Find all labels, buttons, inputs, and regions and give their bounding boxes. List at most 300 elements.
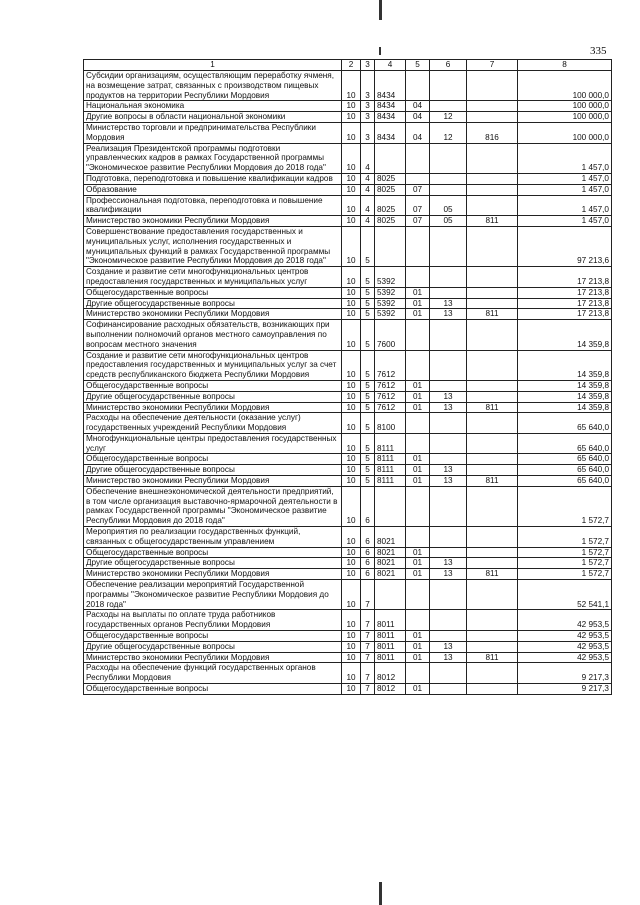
cell-department: 811: [467, 309, 518, 320]
cell-section: 01: [406, 569, 430, 580]
cell-name: Подготовка, переподготовка и повышение квалификации кадров: [84, 173, 342, 184]
cell-code: 10: [342, 380, 361, 391]
cell-code: 10: [342, 465, 361, 476]
cell-department: [467, 184, 518, 195]
cell-department: [467, 641, 518, 652]
cell-name: Общегосударственные вопросы: [84, 684, 342, 695]
cell-section: 07: [406, 184, 430, 195]
cell-subsection: 13: [430, 569, 467, 580]
cell-section: 01: [406, 391, 430, 402]
cell-code: 5: [361, 433, 375, 454]
cell-amount: 100 000,0: [518, 71, 612, 101]
cell-code: 10: [342, 527, 361, 548]
cell-code: 8434: [375, 101, 406, 112]
cell-section: [406, 267, 430, 288]
cell-code: 10: [342, 663, 361, 684]
cell-code: 10: [342, 433, 361, 454]
cell-section: [406, 350, 430, 380]
table-row: [84, 320, 612, 350]
cell-amount: 65 640,0: [518, 476, 612, 487]
cell-code: 7: [361, 631, 375, 642]
cell-code: 10: [342, 267, 361, 288]
cell-section: 04: [406, 122, 430, 143]
table-row: [84, 112, 612, 123]
cell-name: Совершенствование предоставления государственных и муниципальных услуг, исполнения государственных и муниципальных функций в рамках Государственной программы "Экономическое развитие Республики Мордовия до 2018 года": [84, 226, 342, 266]
column-header: 6: [430, 60, 467, 71]
cell-code: 10: [342, 580, 361, 610]
cell-amount: 1 457,0: [518, 173, 612, 184]
cell-subsection: 13: [430, 402, 467, 413]
cell-subsection: 13: [430, 476, 467, 487]
cell-section: 01: [406, 652, 430, 663]
cell-code: 8434: [375, 71, 406, 101]
cell-subsection: [430, 527, 467, 548]
table-row: [84, 122, 612, 143]
cell-department: [467, 195, 518, 216]
cell-section: [406, 610, 430, 631]
cell-name: Национальная экономика: [84, 101, 342, 112]
cell-section: 04: [406, 112, 430, 123]
table-row: [84, 547, 612, 558]
table-row: [84, 569, 612, 580]
cell-code: 7612: [375, 380, 406, 391]
table-row: [84, 298, 612, 309]
cell-section: 01: [406, 631, 430, 642]
cell-section: [406, 527, 430, 548]
cell-code: 8434: [375, 122, 406, 143]
cell-code: 10: [342, 652, 361, 663]
cell-code: 8025: [375, 195, 406, 216]
cell-subsection: 05: [430, 195, 467, 216]
table-row: [84, 309, 612, 320]
cell-department: [467, 580, 518, 610]
cell-department: [467, 112, 518, 123]
cell-code: 5: [361, 287, 375, 298]
cell-section: 07: [406, 216, 430, 227]
cell-section: 04: [406, 101, 430, 112]
cell-amount: 100 000,0: [518, 112, 612, 123]
cell-department: [467, 558, 518, 569]
cell-section: 01: [406, 465, 430, 476]
cell-subsection: [430, 580, 467, 610]
cell-name: Общегосударственные вопросы: [84, 454, 342, 465]
table-header-row: [84, 60, 612, 71]
cell-code: 10: [342, 101, 361, 112]
cell-code: 10: [342, 350, 361, 380]
cell-code: 3: [361, 71, 375, 101]
cell-department: [467, 143, 518, 173]
cell-name: Министерство экономики Республики Мордовия: [84, 309, 342, 320]
cell-code: [375, 226, 406, 266]
cell-code: 5: [361, 226, 375, 266]
cell-name: Другие общегосударственные вопросы: [84, 391, 342, 402]
cell-department: [467, 380, 518, 391]
table-row: [84, 391, 612, 402]
cell-code: 10: [342, 631, 361, 642]
cell-department: [467, 631, 518, 642]
binder-hole-bottom: [379, 882, 382, 905]
cell-department: [467, 298, 518, 309]
cell-amount: 14 359,8: [518, 391, 612, 402]
cell-department: [467, 486, 518, 526]
cell-code: 5: [361, 454, 375, 465]
cell-section: 01: [406, 641, 430, 652]
cell-code: 8021: [375, 569, 406, 580]
cell-amount: 1 457,0: [518, 195, 612, 216]
cell-subsection: 13: [430, 641, 467, 652]
cell-code: 10: [342, 184, 361, 195]
cell-code: 10: [342, 112, 361, 123]
cell-code: 5: [361, 413, 375, 434]
cell-subsection: [430, 101, 467, 112]
table-row: [84, 402, 612, 413]
cell-name: Создание и развитие сети многофункциональных центров предоставления государственных и муниципальных услуг: [84, 267, 342, 288]
cell-subsection: [430, 320, 467, 350]
cell-amount: 1 572,7: [518, 486, 612, 526]
cell-amount: 1 457,0: [518, 216, 612, 227]
cell-name: Расходы на обеспечение деятельности (оказание услуг) государственных учреждений Республики Мордовия: [84, 413, 342, 434]
cell-amount: 100 000,0: [518, 101, 612, 112]
cell-section: 01: [406, 380, 430, 391]
cell-subsection: 12: [430, 112, 467, 123]
table-row: [84, 486, 612, 526]
table-row: [84, 380, 612, 391]
cell-subsection: [430, 143, 467, 173]
table-row: [84, 216, 612, 227]
cell-code: 10: [342, 309, 361, 320]
cell-code: 5: [361, 320, 375, 350]
cell-amount: 65 640,0: [518, 454, 612, 465]
cell-code: 10: [342, 71, 361, 101]
cell-section: 01: [406, 298, 430, 309]
table-row: [84, 610, 612, 631]
table-row: [84, 684, 612, 695]
cell-code: 8021: [375, 527, 406, 548]
cell-code: 8011: [375, 652, 406, 663]
cell-name: Мероприятия по реализации государственных функций, связанных с общегосударственным управлением: [84, 527, 342, 548]
cell-department: [467, 287, 518, 298]
cell-name: Министерство экономики Республики Мордовия: [84, 476, 342, 487]
cell-name: Создание и развитие сети многофункциональных центров предоставления государственных и муниципальных услуг за счет средств республиканского бюджета Республики Мордовия: [84, 350, 342, 380]
cell-amount: 1 572,7: [518, 569, 612, 580]
cell-amount: 52 541,1: [518, 580, 612, 610]
cell-department: [467, 527, 518, 548]
cell-name: Министерство экономики Республики Мордовия: [84, 402, 342, 413]
cell-code: 10: [342, 569, 361, 580]
cell-code: 5: [361, 476, 375, 487]
column-header: 2: [342, 60, 361, 71]
column-header: 4: [375, 60, 406, 71]
table-row: [84, 101, 612, 112]
cell-code: 8011: [375, 631, 406, 642]
cell-code: 10: [342, 391, 361, 402]
cell-amount: 65 640,0: [518, 433, 612, 454]
cell-code: 6: [361, 558, 375, 569]
cell-name: Другие вопросы в области национальной экономики: [84, 112, 342, 123]
cell-department: 811: [467, 652, 518, 663]
table-row: [84, 413, 612, 434]
cell-amount: 65 640,0: [518, 413, 612, 434]
cell-code: 10: [342, 547, 361, 558]
table-row: [84, 226, 612, 266]
cell-amount: 97 213,6: [518, 226, 612, 266]
cell-code: 7: [361, 684, 375, 695]
cell-subsection: [430, 486, 467, 526]
cell-subsection: 05: [430, 216, 467, 227]
column-header: 7: [467, 60, 518, 71]
cell-subsection: 12: [430, 122, 467, 143]
cell-name: Субсидии организациям, осуществляющим переработку ячменя, на возмещение затрат, связанных с производством пищевых продуктов на территории Республики Мордовия: [84, 71, 342, 101]
cell-department: [467, 663, 518, 684]
cell-section: [406, 413, 430, 434]
cell-code: 10: [342, 173, 361, 184]
cell-department: [467, 391, 518, 402]
cell-code: 7: [361, 580, 375, 610]
cell-section: [406, 143, 430, 173]
cell-code: 4: [361, 216, 375, 227]
cell-code: 10: [342, 298, 361, 309]
cell-code: 5: [361, 267, 375, 288]
table-row: [84, 580, 612, 610]
cell-code: 4: [361, 173, 375, 184]
cell-code: 7612: [375, 391, 406, 402]
cell-subsection: [430, 287, 467, 298]
cell-amount: 65 640,0: [518, 465, 612, 476]
cell-code: 8021: [375, 558, 406, 569]
cell-code: [375, 486, 406, 526]
cell-department: [467, 267, 518, 288]
table-row: [84, 143, 612, 173]
cell-section: 07: [406, 195, 430, 216]
column-header: 1: [84, 60, 342, 71]
cell-code: 10: [342, 486, 361, 526]
cell-amount: 1 572,7: [518, 527, 612, 548]
cell-department: [467, 320, 518, 350]
cell-department: 811: [467, 402, 518, 413]
cell-code: 10: [342, 122, 361, 143]
cell-section: 01: [406, 558, 430, 569]
cell-section: [406, 486, 430, 526]
cell-amount: 9 217,3: [518, 663, 612, 684]
cell-section: [406, 320, 430, 350]
cell-department: [467, 610, 518, 631]
cell-name: Другие общегосударственные вопросы: [84, 558, 342, 569]
cell-section: [406, 173, 430, 184]
cell-section: 01: [406, 454, 430, 465]
cell-code: 7: [361, 663, 375, 684]
cell-department: [467, 226, 518, 266]
table-row: [84, 433, 612, 454]
cell-code: 8025: [375, 184, 406, 195]
cell-code: 5: [361, 465, 375, 476]
cell-name: Расходы на выплаты по оплате труда работников государственных органов Республики Мордовия: [84, 610, 342, 631]
cell-subsection: [430, 267, 467, 288]
cell-name: Общегосударственные вопросы: [84, 287, 342, 298]
cell-department: [467, 547, 518, 558]
cell-name: Другие общегосударственные вопросы: [84, 465, 342, 476]
cell-code: [375, 143, 406, 173]
cell-code: 5: [361, 402, 375, 413]
cell-subsection: [430, 71, 467, 101]
page-number: 335: [590, 45, 607, 57]
cell-amount: 100 000,0: [518, 122, 612, 143]
table-row: [84, 641, 612, 652]
cell-code: 7612: [375, 402, 406, 413]
cell-amount: 42 953,5: [518, 610, 612, 631]
cell-subsection: 13: [430, 298, 467, 309]
cell-code: 8111: [375, 465, 406, 476]
cell-code: 3: [361, 112, 375, 123]
cell-section: [406, 580, 430, 610]
cell-department: 811: [467, 476, 518, 487]
cell-amount: 1 572,7: [518, 558, 612, 569]
cell-code: 8100: [375, 413, 406, 434]
cell-name: Обеспечение реализации мероприятий Государственной программы "Экономическое развитие Республики Мордовия до 2018 года": [84, 580, 342, 610]
cell-subsection: [430, 380, 467, 391]
cell-code: [375, 580, 406, 610]
cell-section: 01: [406, 287, 430, 298]
cell-code: 3: [361, 122, 375, 143]
cell-name: Образование: [84, 184, 342, 195]
cell-department: [467, 350, 518, 380]
cell-subsection: [430, 631, 467, 642]
cell-code: 10: [342, 454, 361, 465]
cell-code: 10: [342, 287, 361, 298]
cell-code: 8111: [375, 476, 406, 487]
cell-code: 5392: [375, 298, 406, 309]
cell-subsection: 13: [430, 558, 467, 569]
cell-amount: 1 572,7: [518, 547, 612, 558]
cell-section: 01: [406, 684, 430, 695]
cell-code: 8434: [375, 112, 406, 123]
cell-name: Общегосударственные вопросы: [84, 547, 342, 558]
cell-code: 7: [361, 652, 375, 663]
cell-name: Профессиональная подготовка, переподготовка и повышение квалификации: [84, 195, 342, 216]
cell-code: 6: [361, 547, 375, 558]
table-row: [84, 631, 612, 642]
cell-code: 5: [361, 380, 375, 391]
cell-code: 7612: [375, 350, 406, 380]
cell-code: 4: [361, 143, 375, 173]
cell-code: 10: [342, 143, 361, 173]
table-row: [84, 173, 612, 184]
cell-subsection: 13: [430, 465, 467, 476]
binder-hole-top: [379, 0, 382, 20]
cell-code: 5: [361, 309, 375, 320]
cell-section: 01: [406, 309, 430, 320]
cell-code: 8012: [375, 684, 406, 695]
cell-subsection: 13: [430, 391, 467, 402]
cell-code: 4: [361, 195, 375, 216]
table-row: [84, 287, 612, 298]
cell-code: 5: [361, 350, 375, 380]
cell-amount: 14 359,8: [518, 402, 612, 413]
cell-subsection: [430, 684, 467, 695]
cell-code: 10: [342, 558, 361, 569]
cell-name: Другие общегосударственные вопросы: [84, 298, 342, 309]
column-header: 3: [361, 60, 375, 71]
cell-name: Реализация Президентской программы подготовки управленческих кадров в рамках Государственной программы "Экономическое развитие Республики Мордовия до 2018 года": [84, 143, 342, 173]
cell-subsection: 13: [430, 652, 467, 663]
cell-section: [406, 226, 430, 266]
cell-department: 816: [467, 122, 518, 143]
cell-code: 10: [342, 476, 361, 487]
cell-subsection: 13: [430, 309, 467, 320]
cell-subsection: [430, 663, 467, 684]
column-header: 8: [518, 60, 612, 71]
cell-code: 3: [361, 101, 375, 112]
cell-name: Общегосударственные вопросы: [84, 631, 342, 642]
cell-subsection: [430, 454, 467, 465]
cell-amount: 1 457,0: [518, 184, 612, 195]
table-row: [84, 558, 612, 569]
table-row: [84, 476, 612, 487]
table-row: [84, 527, 612, 548]
cell-subsection: [430, 413, 467, 434]
binder-hole-mid: [379, 47, 381, 55]
cell-code: 10: [342, 610, 361, 631]
cell-name: Министерство торговли и предпринимательства Республики Мордовия: [84, 122, 342, 143]
cell-name: Софинансирование расходных обязательств, возникающих при выполнении полномочий органов местного самоуправления по вопросам местного значения: [84, 320, 342, 350]
cell-department: 811: [467, 216, 518, 227]
cell-section: [406, 71, 430, 101]
cell-department: [467, 173, 518, 184]
cell-amount: 1 457,0: [518, 143, 612, 173]
cell-name: Министерство экономики Республики Мордовия: [84, 216, 342, 227]
cell-code: 6: [361, 527, 375, 548]
cell-code: 5392: [375, 287, 406, 298]
cell-department: [467, 454, 518, 465]
cell-code: 10: [342, 216, 361, 227]
cell-section: [406, 663, 430, 684]
cell-name: Министерство экономики Республики Мордовия: [84, 569, 342, 580]
cell-subsection: [430, 173, 467, 184]
cell-amount: 17 213,8: [518, 309, 612, 320]
cell-amount: 14 359,8: [518, 320, 612, 350]
cell-name: Многофункциональные центры предоставления государственных услуг: [84, 433, 342, 454]
cell-department: [467, 101, 518, 112]
cell-section: [406, 433, 430, 454]
cell-code: 10: [342, 320, 361, 350]
cell-subsection: [430, 433, 467, 454]
cell-code: 8025: [375, 173, 406, 184]
cell-code: 6: [361, 486, 375, 526]
table-row: [84, 454, 612, 465]
cell-code: 10: [342, 402, 361, 413]
cell-section: 01: [406, 547, 430, 558]
cell-department: [467, 413, 518, 434]
cell-code: 7600: [375, 320, 406, 350]
cell-code: 5392: [375, 267, 406, 288]
table-row: [84, 184, 612, 195]
table-row: [84, 465, 612, 476]
cell-name: Общегосударственные вопросы: [84, 380, 342, 391]
cell-subsection: [430, 547, 467, 558]
cell-department: [467, 465, 518, 476]
table-row: [84, 71, 612, 101]
cell-amount: 14 359,8: [518, 350, 612, 380]
cell-department: [467, 433, 518, 454]
cell-code: 5392: [375, 309, 406, 320]
cell-amount: 9 217,3: [518, 684, 612, 695]
table-body: [84, 71, 612, 695]
cell-name: Расходы на обеспечение функций государственных органов Республики Мордовия: [84, 663, 342, 684]
table-row: [84, 652, 612, 663]
cell-department: 811: [467, 569, 518, 580]
cell-code: 10: [342, 413, 361, 434]
cell-name: Обеспечение внешнеэкономической деятельности предприятий, в том числе организация выставочно-ярмарочной деятельности в рамках Государственной программы "Экономическое развитие Республики Мордовия до 2018 года": [84, 486, 342, 526]
cell-code: 8011: [375, 610, 406, 631]
